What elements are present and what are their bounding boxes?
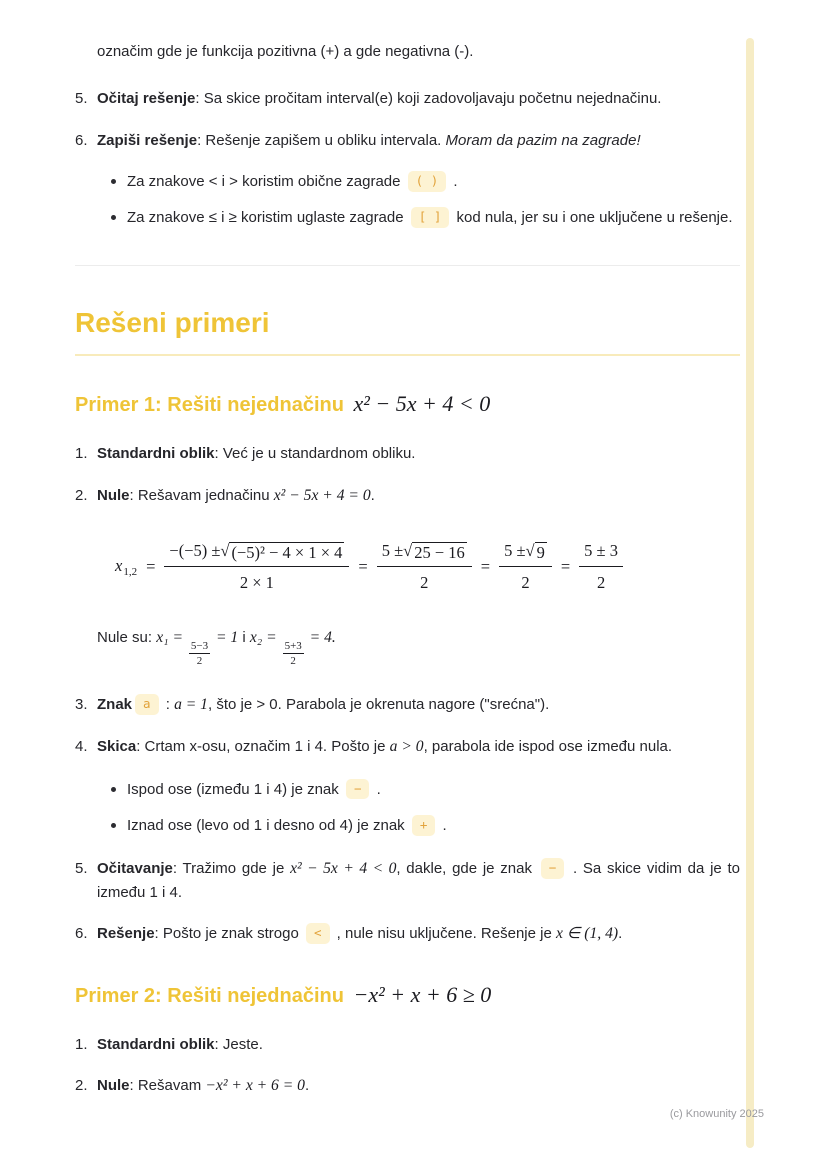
item-label: Nule [97,486,130,504]
item-text-fragment: : Pošto je znak strogo [154,925,303,943]
item-text-fragment: , što je > 0. Parabola je okrenuta nagore ("srećna"). [207,696,550,714]
item-text-fragment: : Rešenje zapišem u obliku intervala. [197,131,446,149]
item-number: 3. [75,696,88,714]
item-text-fragment: . Sa skice vidim da je to između 1 i 4. [97,860,740,902]
bullet-item [111,778,740,801]
bullet-text [127,206,740,229]
inline-math: x² − 5x + 4 < 0 [290,860,397,878]
fraction-denominator: 2 [596,573,606,593]
bullet-text [127,814,740,837]
code-chip: + [412,815,436,836]
item-text-fragment: : Jeste. [214,1036,263,1054]
square-root [526,542,547,563]
fraction [377,538,472,596]
inline-math: x² − 5x + 4 = 0 [273,486,371,504]
example-title-math: x² − 5x + 4 < 0 [353,390,491,416]
quadratic-formula [115,538,740,596]
item-text-fragment: . [304,1077,310,1095]
item-label: Očitavanje [97,860,173,878]
bullet-item [111,206,740,229]
example-1-title [75,390,740,419]
inline-math: x₁ = [156,628,187,646]
fraction-denominator: 2 [420,573,429,593]
small-fraction [189,640,210,667]
example-title-text: Primer 1: Rešiti nejednačinu [75,393,344,416]
item-text [97,857,740,904]
bullet-text-fragment: . [438,816,447,834]
bullet-dot-icon [111,215,116,220]
inline-math: x ∈ (1, 4) [555,925,619,943]
bullet-dot-icon [111,179,116,184]
code-chip: ( ) [408,171,447,192]
list-item-6 [75,922,740,946]
item-text-fragment: : Tražimo gde je [172,860,291,878]
bullet-text-fragment: kod nula, jer su i one uključene u rešenje. [452,209,733,226]
formula-variable: x [115,555,123,575]
item-number: 6. [75,131,88,149]
item-text [97,735,740,759]
fraction-denominator: 2 [196,654,203,667]
item-text [97,87,740,110]
fraction [579,538,623,596]
equals-sign: = [560,557,571,577]
item-label: Skica [97,738,137,756]
item-number: 5. [75,90,88,108]
item-text-fragment: , nule nisu uključene. Rešenje je [332,925,556,943]
fraction-numerator: 5−3 [190,639,209,652]
item-label: Rešenje [97,925,155,943]
list-item-4 [75,735,740,759]
bullet-dot-icon [111,787,116,792]
list-item-5 [75,857,740,904]
radicand-text: 9 [536,542,545,562]
fraction-denominator: 2 × 1 [239,573,274,593]
item-text-fragment: : [161,696,175,714]
bullet-text-fragment: Iznad ose (levo od 1 i desno od 4) je znak [127,816,409,834]
radicand-text: 25 − 16 [414,542,465,562]
item-text-fragment: : Rešavam jednačinu [129,486,274,504]
radical-icon: √ [220,540,230,560]
item-text [97,484,740,508]
numerator-text: −(−5) ± [169,540,221,560]
radicand-text: (−5)² − 4 × 1 × 4 [231,542,343,562]
example-title-math: −x² + x + 6 ≥ 0 [353,981,492,1007]
fraction [499,538,552,596]
bullet-text [127,170,740,193]
list-item-1 [75,1033,740,1056]
fraction-numerator [377,538,472,568]
code-chip: a [135,694,159,715]
roots-text: Nule su: [97,628,157,646]
item-number: 4. [75,738,88,756]
numerator-text: 5 ± [381,540,404,560]
radical-icon: √ [525,540,535,560]
code-chip: − [346,779,370,800]
bullet-list [111,778,740,838]
item-text-fragment: , dakle, gde je znak [396,860,538,878]
item-label: Standardni oblik [97,1036,215,1054]
list-item-2 [75,1074,740,1098]
item-number: 2. [75,1077,88,1095]
fraction-numerator: 5+3 [284,639,302,652]
inline-math: = 4. [305,628,336,646]
roots-line [97,626,740,667]
fraction-denominator: 2 [521,573,530,593]
item-text [97,1033,740,1056]
list-item-1 [75,442,740,465]
bullet-text [127,778,740,801]
numerator-text: 5 ± 3 [584,540,618,560]
list-item-6 [75,129,740,152]
item-number: 6. [75,925,88,943]
inline-math: −x² + x + 6 = 0 [205,1077,305,1095]
roots-text: i [238,628,250,646]
inline-math: a > 0 [389,738,424,756]
item-label: Znak [97,696,133,714]
section-title: Rešeni primeri [75,306,740,356]
bullet-dot-icon [111,823,116,828]
item-number: 1. [75,445,88,463]
code-chip: < [306,923,330,944]
item-text-fragment: : Sa skice pročitam interval(e) koji zadovoljavaju početnu nejednačinu. [195,90,662,108]
list-item-2 [75,484,740,508]
item-number: 1. [75,1036,88,1054]
inline-math: a = 1 [174,696,208,714]
list-item-5 [75,87,740,110]
list-item-3 [75,693,740,717]
item-text [97,922,740,946]
item-label: Standardni oblik [97,445,215,463]
item-text [97,693,740,717]
bullet-text-fragment: . [449,172,458,190]
item-text [97,442,740,465]
equals-sign: = [358,557,368,577]
item-italic-note: Moram da pazim na zagrade! [445,131,641,149]
item-label: Zapiši rešenje [97,131,198,149]
item-text-fragment: . [618,925,623,943]
item-number: 5. [75,860,88,878]
page-edge-bar [746,38,754,1148]
small-fraction [283,640,304,667]
formula-lhs [115,553,137,581]
bullet-item [111,170,740,193]
example-2-title [75,981,740,1010]
example-title-text: Primer 2: Rešiti nejednačinu [75,984,344,1007]
copyright-notice: (c) Knowunity 2025 [669,1107,764,1120]
item-text-fragment: : Rešavam [129,1077,206,1095]
equals-sign: = [146,557,156,577]
item-text-fragment: : Već je u standardnom obliku. [214,445,416,463]
item-text [97,129,740,152]
code-chip: [ ] [411,207,450,228]
section-divider [75,265,740,266]
item-text-fragment: . [370,486,375,504]
item-label: Očitaj rešenje [97,90,196,108]
square-root [220,542,344,563]
square-root [403,542,467,563]
fraction-numerator [164,538,349,568]
code-chip: − [541,858,565,879]
bullet-text-fragment: Za znakove ≤ i ≥ koristim uglaste zagrade [127,209,408,226]
fraction-numerator [499,538,552,568]
bullet-text-fragment: Za znakove < i > koristim obične zagrade [127,172,405,190]
carryover-text: označim gde je funkcija pozitivna (+) a gde negativna (-). [97,43,474,60]
item-number: 2. [75,486,88,504]
radical-icon: √ [403,540,413,560]
item-text-fragment: : Crtam x-osu, označim 1 i 4. Pošto je [136,738,390,756]
item-text [97,1074,740,1098]
bullet-text-fragment: Ispod ose (između 1 i 4) je znak [127,780,343,798]
inline-math: x₂ = [249,628,281,646]
bullet-item [111,814,740,837]
document-content [75,40,740,1117]
equals-sign: = [480,557,491,577]
numerator-text: 5 ± [504,540,526,560]
fraction-numerator [579,538,623,568]
formula-subscript: 1,2 [123,565,138,578]
fraction [164,538,349,596]
item-label: Nule [97,1077,130,1095]
bullet-list [111,170,740,230]
fraction-denominator: 2 [290,654,296,667]
inline-math: = 1 [212,628,239,646]
bullet-text-fragment: . [372,780,381,798]
item-text-fragment: , parabola ide ispod ose između nula. [423,738,673,756]
